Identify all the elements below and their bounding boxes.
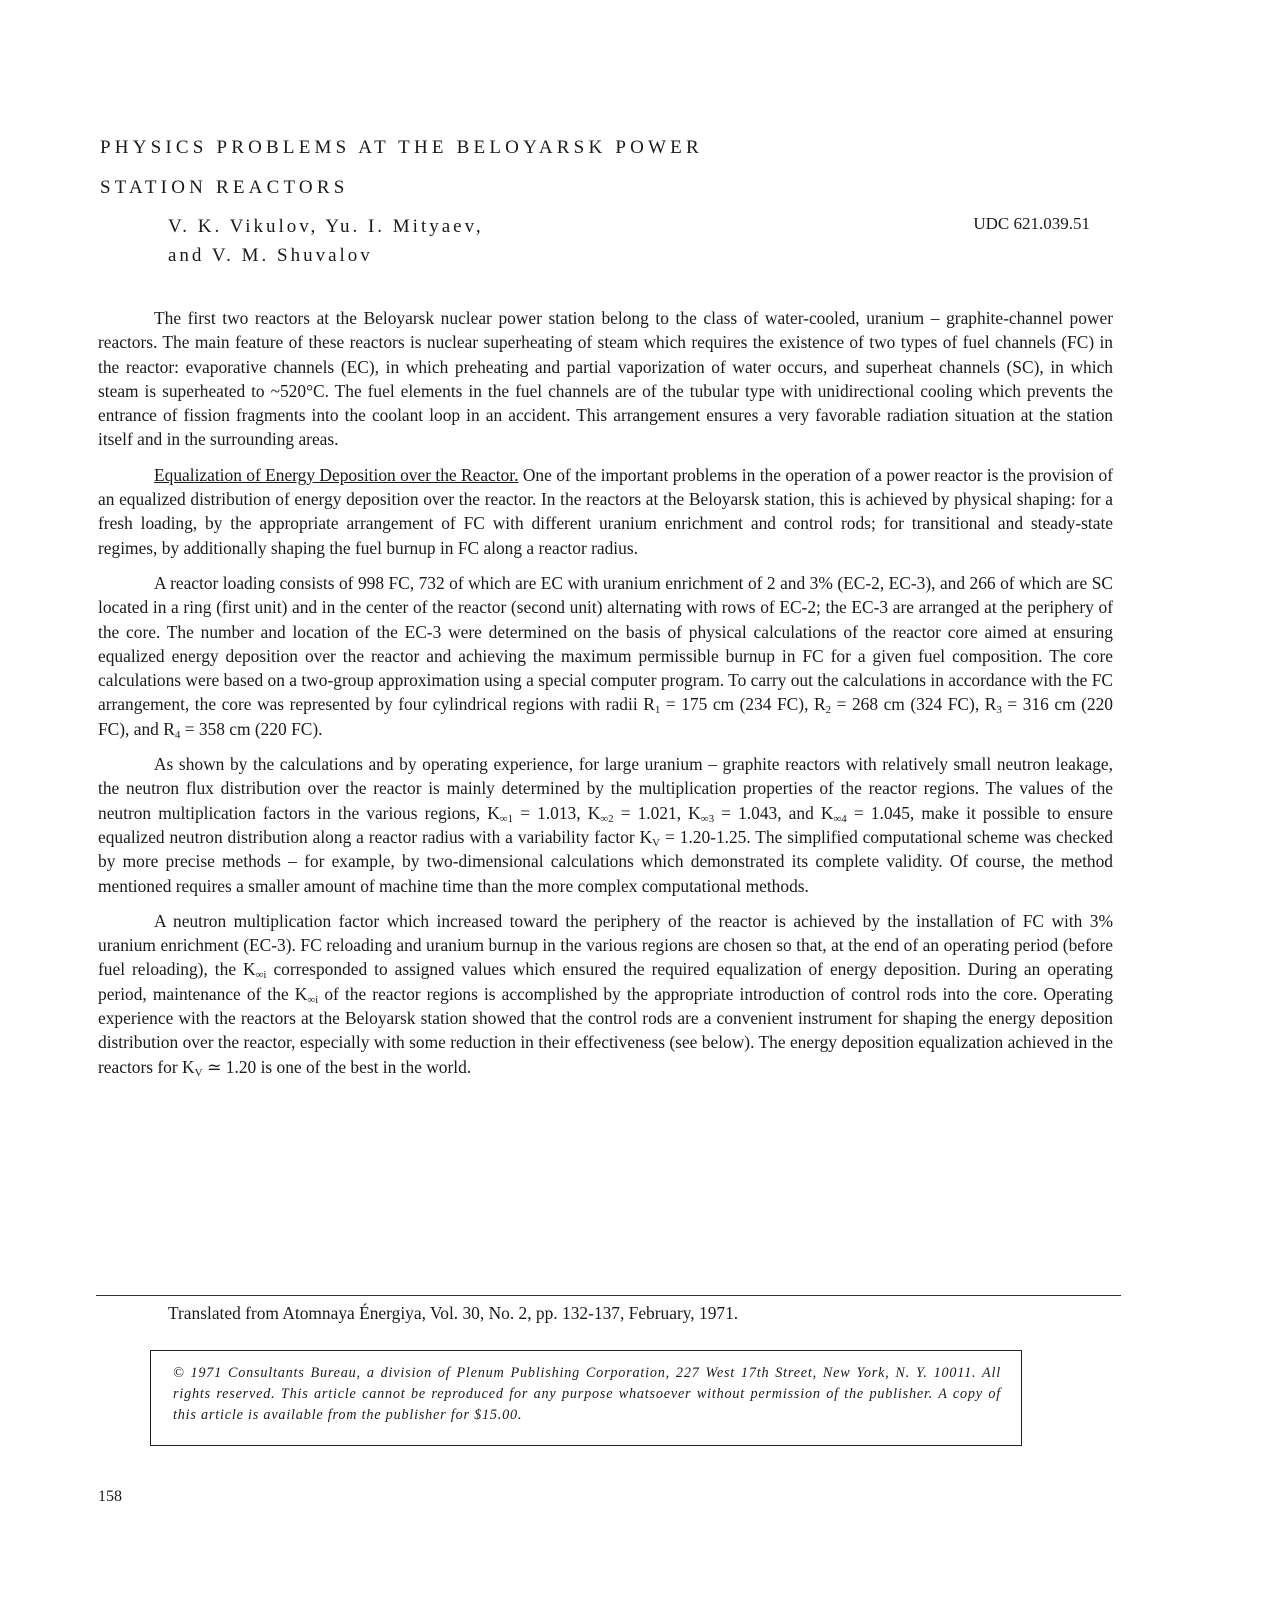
subscript: 2: [825, 704, 832, 717]
text-run: = 1.043, and K: [714, 802, 834, 823]
article-title: [100, 128, 900, 208]
subscript: ∞1: [499, 812, 514, 825]
subscript: 4: [174, 728, 181, 741]
title-line-1: PHYSICS PROBLEMS AT THE BELOYARSK POWER: [100, 137, 703, 158]
text-run: = 1.021, K: [613, 802, 701, 823]
text-run: of the reactor regions is accomplished by the appropriate introduction of control rods into the core. Operating experience with the reactors at the Beloyarsk station showed that the control rods are a convenient instrument for shaping the energy deposition distribution over the reactor, especially with some reduction in their effectiveness (see below). The energy deposition equalization achieved in the reactors for K: [98, 983, 1114, 1077]
text-run: = 175 cm (234 FC), R: [660, 694, 826, 715]
subscript: ∞i: [255, 969, 267, 982]
paragraph-equalization: [98, 463, 1113, 560]
subscript: ∞i: [307, 993, 319, 1006]
copyright-text: © 1971 Consultants Bureau, a division of Plenum Publishing Corporation, 227 West 17th Street, New York, N. Y. 10011. All rights reserved. This article cannot be reproduced for any purpose whatsoever without permission of the publisher. A copy of this article is available from the publisher for $15.00.: [173, 1365, 1001, 1423]
text-run: As shown by the calculations and by operating experience, for large uranium – graphite reactors with relatively small neutron leakage, the neutron flux distribution over the reactor is mainly determined by the multiplication properties of the reactor regions. The values of the neutron multiplication factors in the various regions, K: [98, 754, 1113, 823]
translation-note: Translated from Atomnaya Énergiya, Vol. 30, No. 2, pp. 132-137, February, 1971.: [168, 1303, 739, 1323]
text-run: = 316 cm (220 FC), and R: [98, 694, 1113, 739]
udc-code: UDC 621.039.51: [973, 214, 1090, 233]
authors-line-2: and V. M. Shuvalov: [168, 245, 373, 266]
text-run: = 358 cm (220 FC).: [180, 718, 323, 739]
paragraph-loading: [98, 571, 1113, 741]
text-run: A neutron multiplication factor which increased toward the periphery of the reactor is achieved by the installation of FC with 3% uranium enrichment (EC-3). FC reloading and uranium burnup in the various regions are chosen so that, at the end of an operating period (before fuel reloading), the K: [98, 910, 1113, 980]
paragraph-intro: The first two reactors at the Beloyarsk nuclear power station belong to the class of water-cooled, uranium – graphite-channel power reactors. The main feature of these reactors is nuclear superheating of steam which requires the existence of two types of fuel channels (FC) in the reactor: evaporative channels (EC), in which preheating and partial vaporization of water occurs, and superheat channels (SC), in which steam is superheated to ~520°C. The fuel elements in the fuel channels are of the tubular type with unidirectional cooling which prevents the entrance of fission fragments into the coolant loop in an accident. This arrangement ensures a very favorable radiation situation at the station itself and in the surrounding areas.: [98, 308, 1113, 450]
subscript: ∞4: [833, 812, 847, 825]
text-run: = 1.045, make it possible to ensure equalized neutron distribution along a reactor radius with a variability factor K: [98, 802, 1113, 847]
text-run: = 1.013, K: [513, 802, 601, 823]
subscript: ∞2: [600, 812, 614, 825]
subscript: 3: [996, 704, 1002, 717]
paragraph-calculations: [98, 752, 1113, 898]
subscript: V: [194, 1066, 203, 1079]
authors: [168, 212, 868, 270]
article-body: [98, 306, 1113, 1090]
subscript: 1: [654, 704, 661, 717]
title-line-2: STATION REACTORS: [100, 177, 349, 198]
text-run: corresponded to assigned values which ensured the required equalization of energy deposition. During an operating period, maintenance of the K: [98, 959, 1113, 1004]
copyright-box: [150, 1350, 1022, 1446]
text-run: ≃ 1.20 is one of the best in the world.: [202, 1056, 472, 1077]
text-run: = 268 cm (324 FC), R: [831, 694, 997, 715]
section-heading-equalization: Equalization of Energy Deposition over the Reactor.: [154, 464, 519, 485]
subscript: V: [652, 836, 661, 849]
text-run: A reactor loading consists of 998 FC, 732 of which are EC with uranium enrichment of 2 and 3% (EC-2, EC-3), and 266 of which are SC located in a ring (first unit) and in the center of the reactor (second unit) alternating with rows of EC-2; the EC-3 are arranged at the periphery of the core. The number and location of the EC-3 were determined on the basis of physical calculations of the reactor core aimed at ensuring equalized energy deposition over the reactor and achieving the maximum permissible burnup in FC for a given fuel composition. The core calculations were based on a two-group approximation using a special computer program. To carry out the calculations in accordance with the FC arrangement, the core was represented by four cylindrical regions with radii R: [98, 572, 1113, 715]
page-number: 158: [98, 1488, 122, 1505]
paragraph-multiplication: [98, 909, 1113, 1079]
paragraph-equalization-text: One of the important problems in the operation of a power reactor is the provision of an equalized distribution of energy deposition over the reactor. In the reactors at the Beloyarsk station, this is achieved by physical shaping: for a fresh loading, by the appropriate arrangement of FC with different uranium enrichment and control rods; for transitional and steady-state regimes, by additionally shaping the fuel burnup in FC along a reactor radius.: [98, 464, 1113, 558]
footnote-divider: [96, 1295, 1121, 1296]
subscript: ∞3: [700, 812, 715, 825]
authors-line-1: V. K. Vikulov, Yu. I. Mityaev,: [168, 216, 484, 237]
text-run: = 1.20-1.25. The simplified computational scheme was checked by more precise methods – for example, by two-dimensional calculations which demonstrated its complete validity. Of course, the method mentioned requires a smaller amount of machine time than the more complex computational methods.: [98, 826, 1113, 896]
